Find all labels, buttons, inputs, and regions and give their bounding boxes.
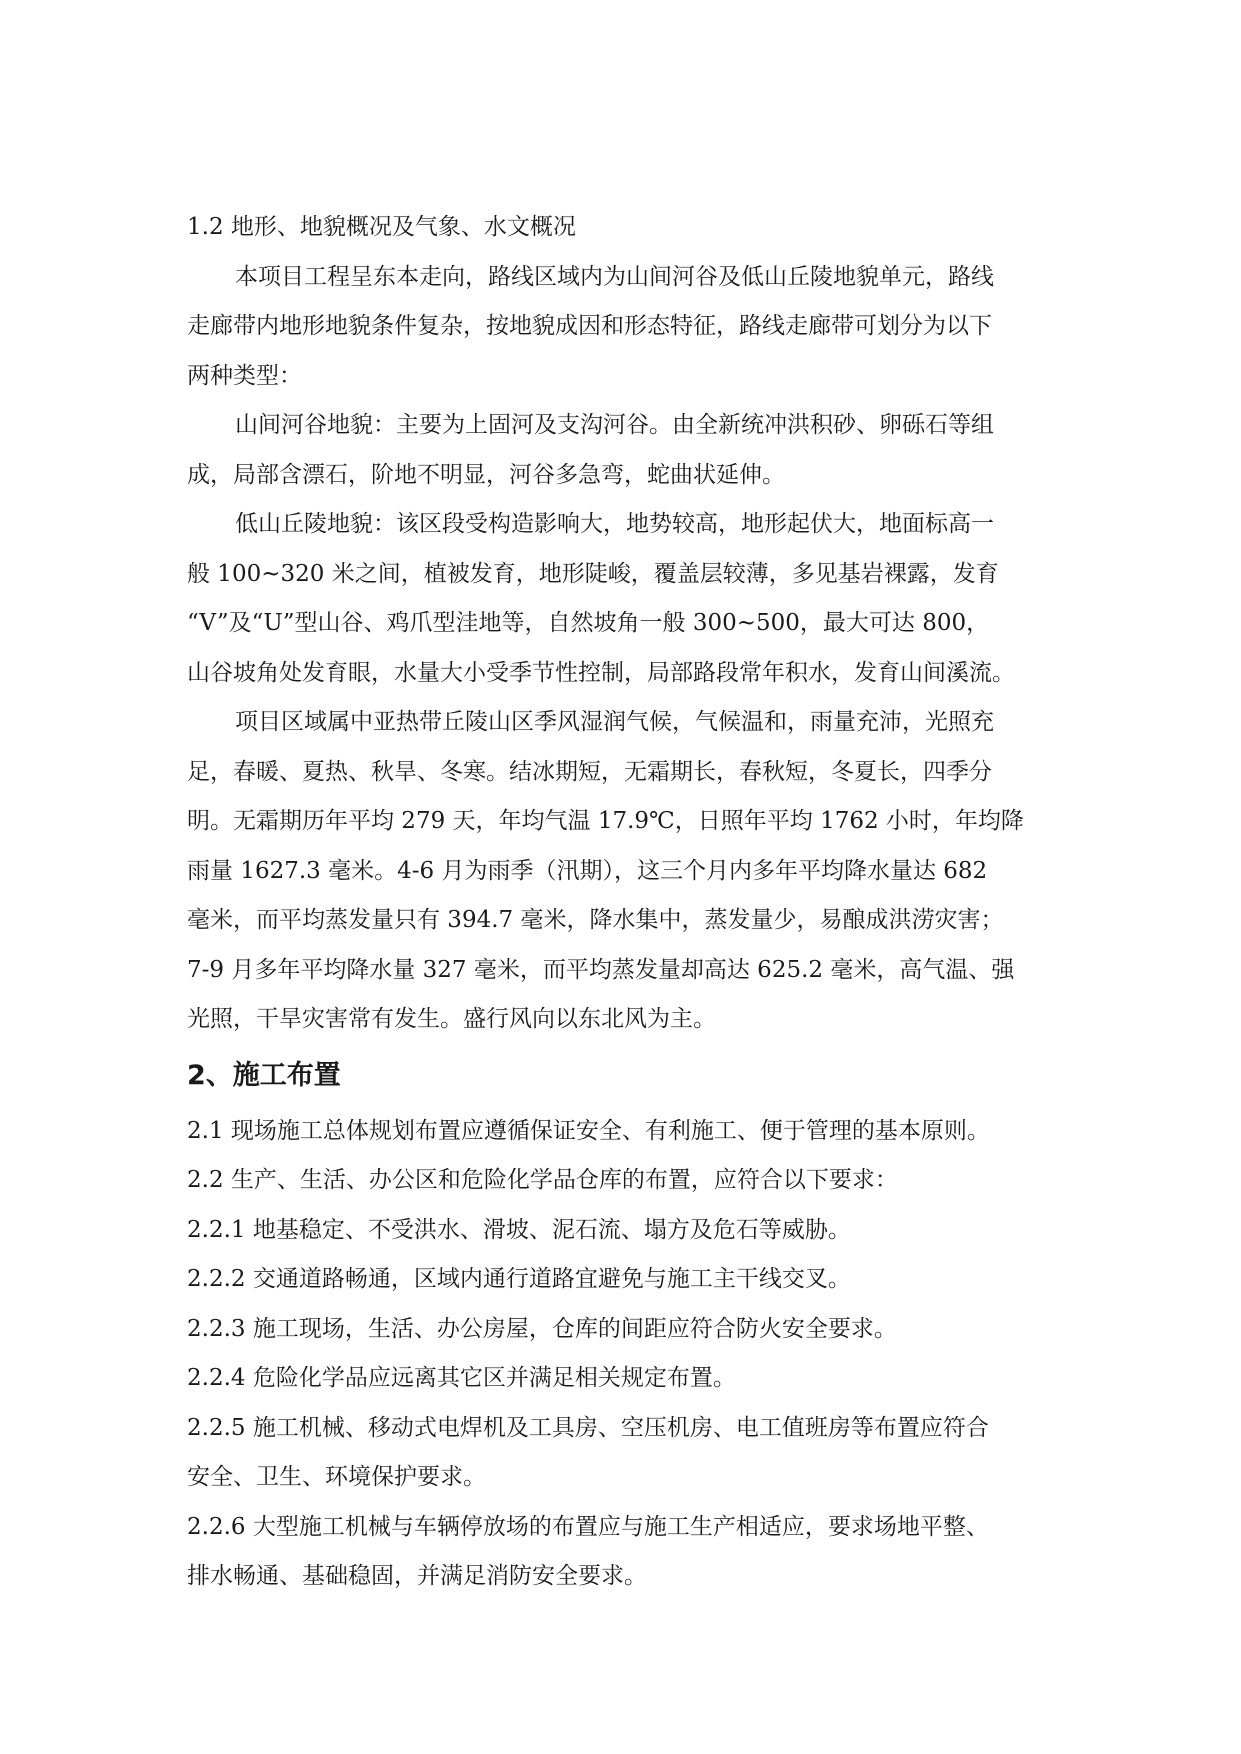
text-line: 山间河谷地貌：主要为上固河及支沟河谷。由全新统冲洪积砂、卵砾石等组: [235, 412, 994, 438]
text-line: 2.2.6 大型施工机械与车辆停放场的布置应与施工生产相适应，要求场地平整、: [187, 1513, 989, 1540]
text-line: 2.2.5 施工机械、移动式电焊机及工具房、空压机房、电工值班房等布置应符合: [187, 1414, 989, 1441]
item-2-2-1: [187, 1206, 1057, 1256]
text-line: 山谷坡角处发育眼，水量大小受季节性控制，局部路段常年积水，发育山间溪流。: [187, 659, 1015, 686]
item-2-2-2: [187, 1255, 1057, 1305]
item-2-2-4: [187, 1354, 1057, 1404]
text-line: 安全、卫生、环境保护要求。: [187, 1464, 486, 1490]
text-line: 光照，干旱灾害常有发生。盛行风向以东北风为主。: [187, 1006, 716, 1032]
text-line: 7-9 月多年平均降水量 327 毫米，而平均蒸发量却高达 625.2 毫米，高气温、强: [187, 956, 1015, 983]
text-line: 2.2 生产、生活、办公区和危险化学品仓库的布置，应符合以下要求：: [187, 1167, 898, 1193]
paragraph-terrain-overview: [187, 253, 1057, 402]
text-line: 毫米，而平均蒸发量只有 394.7 毫米，降水集中，蒸发量少，易酿成洪涝灾害；: [187, 907, 1004, 933]
text-line: 成，局部含漂石，阶地不明显，河谷多急弯，蛇曲状延伸。: [187, 461, 785, 488]
document-body: [187, 203, 1057, 1602]
text-line: 2.1 现场施工总体规划布置应遵循保证安全、有利施工、便于管理的基本原则。: [187, 1117, 990, 1144]
text-line: 2.2.1 地基稳定、不受洪水、滑坡、泥石流、塌方及危石等威胁。: [187, 1216, 851, 1243]
text-line: 两种类型：: [187, 362, 302, 389]
section-1-2-title: 1.2 地形、地貌概况及气象、水文概况: [187, 214, 576, 240]
text-line: 走廊带内地形地貌条件复杂，按地貌成因和形态特征，路线走廊带可划分为以下: [187, 313, 992, 339]
text-line: 本项目工程呈东本走向，路线区域内为山间河谷及低山丘陵地貌单元，路线: [235, 263, 994, 290]
text-line: 明。无霜期历年平均 279 天，年均气温 17.9℃，日照年平均 1762 小时，年均降: [187, 808, 1024, 834]
text-line: 低山丘陵地貌：该区段受构造影响大，地势较高，地形起伏大，地面标高一: [235, 511, 994, 537]
text-line: 般 100~320 米之间，植被发育，地形陡峻，覆盖层较薄，多见基岩裸露，发育: [187, 560, 999, 587]
text-line: 2.2.4 危险化学品应远离其它区并满足相关规定布置。: [187, 1365, 736, 1391]
item-2-1: [187, 1107, 1057, 1157]
text-line: 雨量 1627.3 毫米。4-6 月为雨季（汛期），这三个月内多年平均降水量达 682: [187, 857, 988, 884]
item-2-2: [187, 1156, 1057, 1206]
item-2-2-6: [187, 1503, 1057, 1602]
item-2-2-5: [187, 1404, 1057, 1503]
text-line: “V”及“U”型山谷、鸡爪型洼地等，自然坡角一般 300~500，最大可达 800，: [187, 610, 990, 636]
text-line: 足，春暖、夏热、秋旱、冬寒。结冰期短，无霜期长，春秋短，冬夏长，四季分: [187, 758, 992, 785]
text-line: 2.2.3 施工现场，生活、办公房屋，仓库的间距应符合防火安全要求。: [187, 1315, 897, 1342]
text-line: 2.2.2 交通道路畅通，区域内通行道路宜避免与施工主干线交叉。: [187, 1266, 851, 1292]
section-2-heading: 2、施工布置: [187, 1059, 341, 1091]
text-line: 项目区域属中亚热带丘陵山区季风湿润气候，气候温和，雨量充沛，光照充: [235, 709, 994, 735]
paragraph-valley-landform: [187, 401, 1057, 500]
paragraph-hill-landform: [187, 500, 1057, 698]
text-line: 排水畅通、基础稳固，并满足消防安全要求。: [187, 1563, 647, 1589]
item-2-2-3: [187, 1305, 1057, 1355]
paragraph-climate: [187, 698, 1057, 1045]
